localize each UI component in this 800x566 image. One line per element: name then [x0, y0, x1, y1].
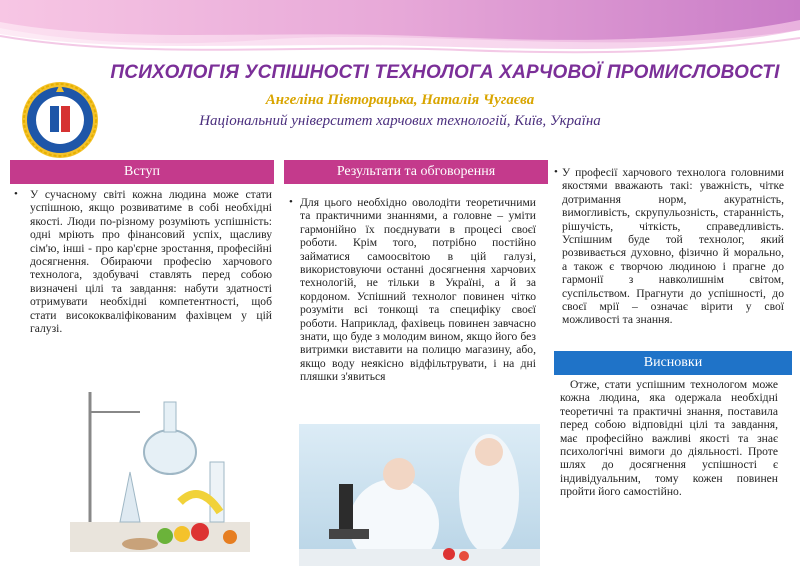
university-logo [20, 80, 100, 160]
conclusions-heading: Висновки [554, 351, 792, 375]
bullet-icon: • [289, 196, 293, 208]
intro-text [30, 188, 272, 335]
intro-paragraph: У сучасному світі кожна людина може стати успішною, якщо розвиватиме в собі необхідні якості. Люди по-різному розуміють успішність: одні мріють про фінансовий успіх, щасливу сім'ю, інші - про кар'єрне зростання, професійні досягнення. Обираючи професію харчового технолога, здобувачі ставлять перед собою визначені цілі та завдання: набути здатності отримувати необхідні компетентності, щоб стати висококваліфікованим фахівцем у цій галузі. [30, 188, 272, 336]
scientists-image [299, 424, 540, 566]
results-text [300, 196, 536, 416]
results-paragraph: Для цього необхідно оволодіти теоретичними та практичними знаннями, а головне – уміти гармонійно їх поєднувати в процесі своєї роботи. Крім того, потрібно постійно займатися самоосвітою в цій галузі, використовуючи останні досягнення харчових технологій, не тільки в Україні, а й за кордоном. Успішний технолог повинен чітко розуміти всі тонкощі та специфіку своєї роботи. Наприклад, фахівець повинен завчасно знати, що буде з молодим вином, якщо його без витримки виставити на полицю магазину, або, якщо воду неякісно відфільтрувати, і на дні пляшки з'явиться [300, 196, 536, 384]
intro-heading: Вступ [10, 160, 274, 184]
qualities-paragraph: У професії харчового технолога головними якостями вважають такі: уважність, чітке дотримання норм, акуратність, вимогливість, скрупульозність, старанність, рішучість, чіткість, справедливість. Успішним буде той технолог, який розвивається духовно, фізично й морально, а також є творчою людиною і прагне до гармонії з навколишнім світом, суспільством. Прагнути до успішності, до своєї мрії – означає вірити у свої можливості та знання. [562, 166, 784, 327]
results-heading: Результати та обговорення [284, 160, 548, 184]
lab-image [60, 372, 260, 558]
poster-title: ПСИХОЛОГІЯ УСПІШНОСТІ ТЕХНОЛОГА ХАРЧОВОЇ ПРОМИСЛОВОСТІ [110, 62, 780, 83]
conclusions-text [560, 378, 778, 499]
bullet-icon: • [14, 188, 18, 200]
university: Національний університет харчових технологій, Київ, Україна [199, 113, 601, 129]
bullet-icon: • [554, 166, 558, 178]
qualities-text [562, 166, 784, 327]
authors: Ангеліна Півторацька, Наталія Чугаєва [265, 92, 535, 108]
conclusions-paragraph: Отже, стати успішним технологом може кожна людина, яка одержала необхідні теоретичні та практичні знання, поставила перед собою відповідні цілі та завдання, має професійно важливі якості та знає психологічні вимоги до діяльності. Проте шлях до досягнення успішності є індивідуальним, тому кожен повинен пройти його самостійно. [560, 378, 778, 499]
